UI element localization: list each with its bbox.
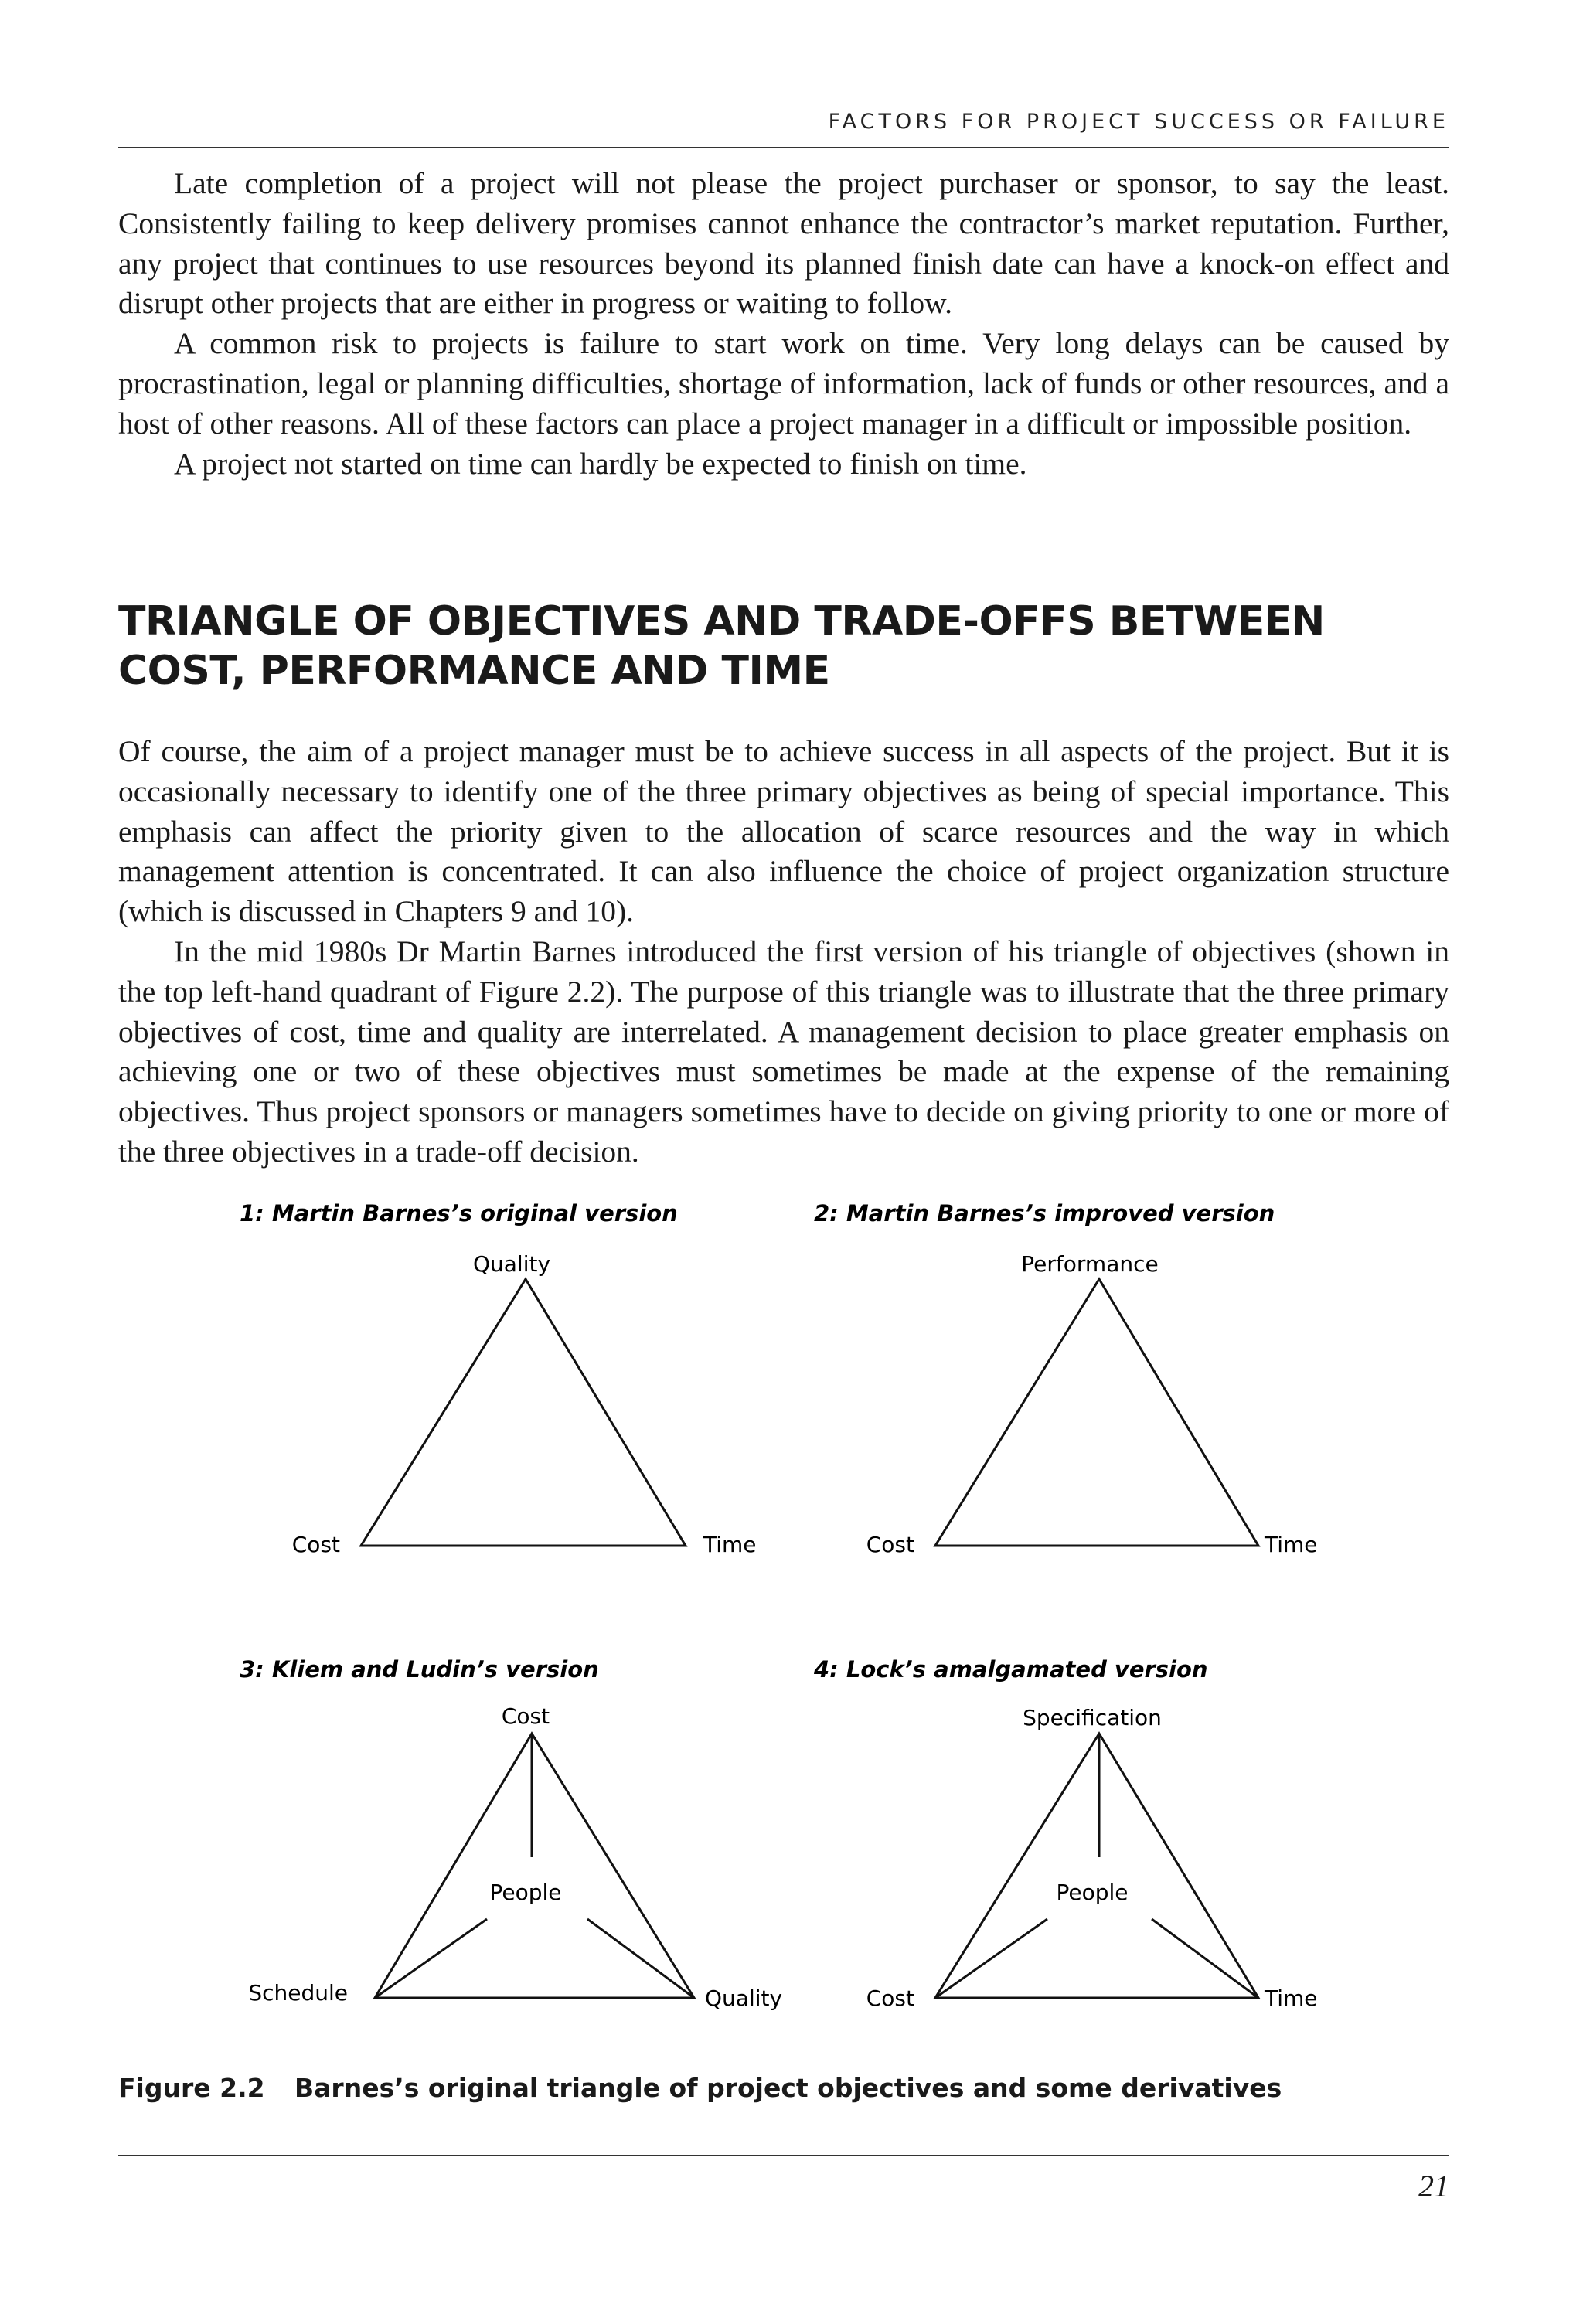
panel-2-improved (814, 1200, 1318, 1557)
vertex-label-right: Quality (705, 1985, 783, 2011)
vertex-label-left: Schedule (248, 1980, 348, 2006)
triangle-outline (375, 1734, 694, 1998)
triangle-outline (935, 1734, 1258, 1998)
center-label: People (489, 1880, 562, 1905)
paragraph: A project not started on time can hardly be expected to finish on time. (174, 446, 1027, 481)
footer-rule (118, 2155, 1449, 2156)
header-rule (118, 147, 1449, 148)
vertex-label-left: Cost (866, 1985, 914, 2011)
caption-text: Barnes’s original triangle of project objectives and some derivatives (294, 2073, 1282, 2103)
paragraph: In the mid 1980s Dr Martin Barnes introduced the first version of his triangle of objectives (shown in the top left-hand quadrant of Figure 2.2). The purpose of this triangle was to illustrate that the three primary objectives of cost, time and quality are interrelated. A management decision to place greater emphasis on achieving one or two of these objectives must sometimes be made at the expense of the remaining objectives. Thus project sponsors or managers sometimes have to decide on giving priority to one or more of the three objectives in a trade-off decision. (118, 934, 1449, 1169)
section-heading: TRIANGLE OF OBJECTIVES AND TRADE-OFFS BETWEEN COST, PERFORMANCE AND TIME (118, 598, 1325, 694)
spoke-line (1152, 1919, 1258, 1998)
triangle-outline (935, 1279, 1258, 1546)
vertex-label-right: Time (703, 1532, 757, 1557)
spoke-line (935, 1919, 1047, 1998)
vertex-label-right: Time (1265, 1985, 1318, 2011)
figure-caption (118, 2073, 1449, 2103)
vertex-label-top: Specification (1023, 1705, 1162, 1730)
panel-title: 4: Lock’s amalgamated version (814, 1656, 1208, 1683)
section-text-block (118, 732, 1449, 1172)
panel-1-original (240, 1200, 757, 1557)
paragraph: Late completion of a project will not please the project purchaser or sponsor, to say the least. Consistently failing to keep delivery promises cannot enhance the contractor’s market reputation. Further, any project that continues to use resources beyond its planned finish date can have a knock-on effect and disrupt other projects that are either in progress or waiting to follow. (118, 166, 1449, 321)
center-label: People (1056, 1880, 1129, 1905)
triangle-outline (361, 1279, 686, 1546)
vertex-label-top: Cost (501, 1703, 550, 1729)
panel-title: 2: Martin Barnes’s improved version (814, 1200, 1275, 1227)
vertex-label-left: Cost (291, 1532, 340, 1557)
panel-3-kliem-ludin (240, 1656, 782, 2011)
panel-title: 1: Martin Barnes’s original version (240, 1200, 678, 1227)
running-head: FACTORS FOR PROJECT SUCCESS OR FAILURE (828, 110, 1449, 134)
page-number: 21 (1418, 2169, 1449, 2203)
paragraph: A common risk to projects is failure to start work on time. Very long delays can be caused by procrastination, legal or planning difficulties, shortage of information, lack of funds or other resources, and a host of other reasons. All of these factors can place a project manager in a difficult or impossible position. (118, 326, 1449, 441)
spoke-line (375, 1919, 487, 1998)
vertex-label-top: Quality (472, 1251, 551, 1277)
spoke-line (587, 1919, 694, 1998)
panel-title: 3: Kliem and Ludin’s version (240, 1656, 599, 1683)
panel-4-lock (813, 1656, 1318, 2011)
paragraph: Of course, the aim of a project manager must be to achieve success in all aspects of the project. But it is occasionally necessary to identify one of the three primary objectives as being of special importance. This emphasis can affect the priority given to the allocation of scarce resources and the way in which management attention is concentrated. It can also influence the choice of project organization structure (which is discussed in Chapters 9 and 10). (118, 734, 1449, 929)
vertex-label-right: Time (1265, 1532, 1318, 1557)
vertex-label-top: Performance (1021, 1251, 1159, 1277)
intro-text-block (118, 164, 1449, 484)
caption-number: Figure 2.2 (118, 2073, 265, 2103)
vertex-label-left: Cost (866, 1532, 914, 1557)
